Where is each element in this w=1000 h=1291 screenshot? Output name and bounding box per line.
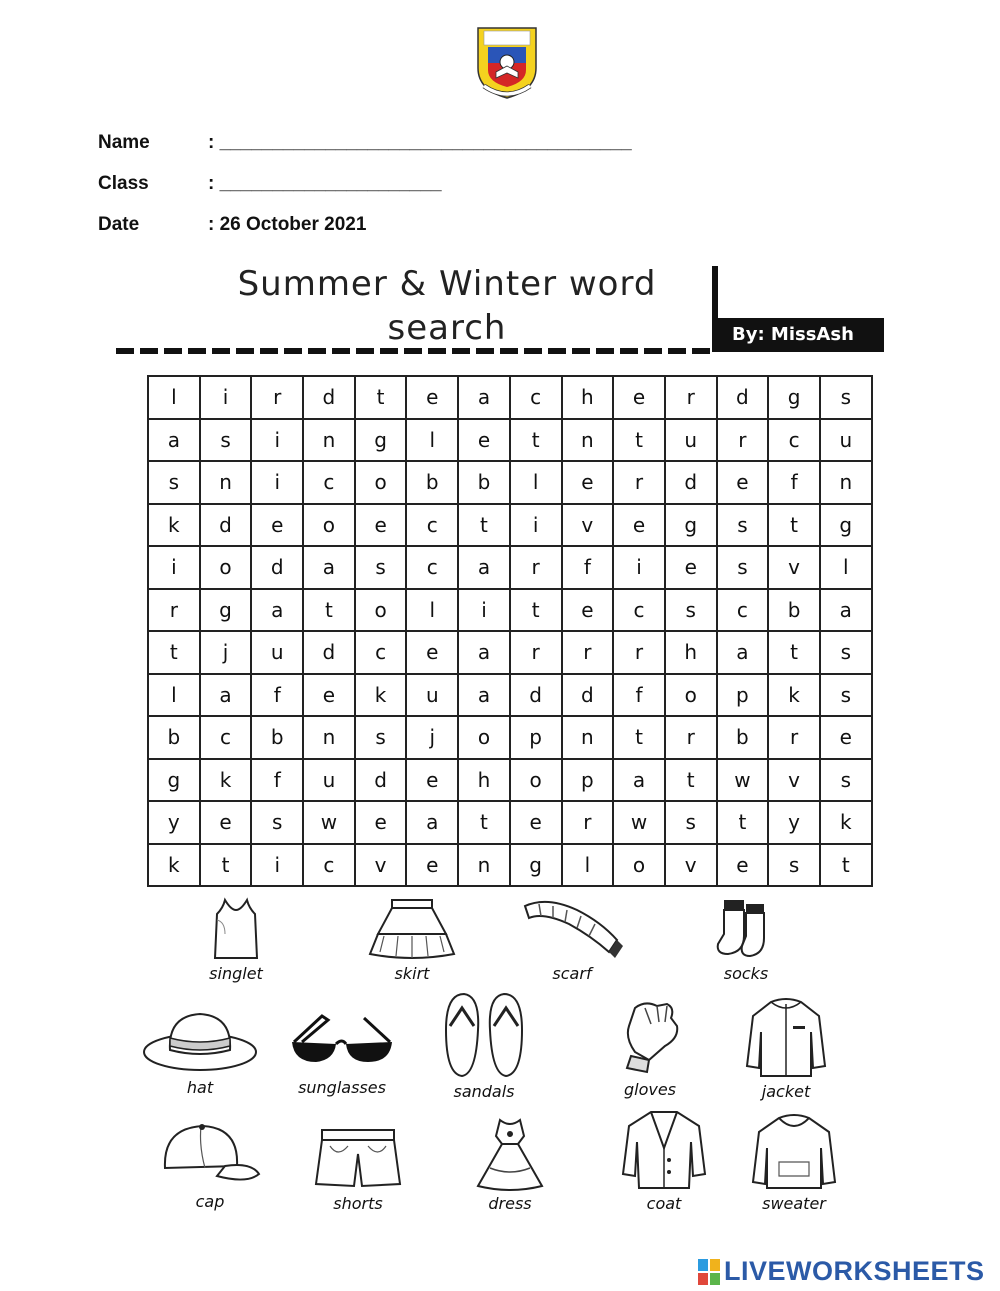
name-field-row — [98, 132, 632, 173]
grid-cell[interactable]: c — [717, 589, 769, 632]
grid-cell[interactable]: c — [303, 844, 355, 887]
grid-cell[interactable]: e — [355, 504, 407, 547]
grid-cell[interactable]: r — [510, 631, 562, 674]
grid-cell[interactable]: t — [768, 631, 820, 674]
grid-cell[interactable]: a — [458, 546, 510, 589]
grid-cell[interactable]: l — [820, 546, 872, 589]
grid-cell[interactable]: u — [251, 631, 303, 674]
grid-cell[interactable]: v — [562, 504, 614, 547]
grid-cell[interactable]: d — [303, 631, 355, 674]
grid-cell[interactable]: b — [768, 589, 820, 632]
item-label-socks: socks — [723, 964, 769, 983]
item-label-jacket: jacket — [761, 1082, 811, 1101]
item-label-skirt: skirt — [394, 964, 430, 983]
class-label: Class — [98, 173, 149, 194]
skirt-icon — [364, 896, 460, 962]
grid-cell[interactable]: c — [406, 546, 458, 589]
grid-row — [148, 461, 872, 504]
item-shorts — [298, 1124, 418, 1213]
grid-cell[interactable]: a — [200, 674, 252, 717]
grid-cell[interactable]: e — [303, 674, 355, 717]
grid-cell[interactable]: b — [458, 461, 510, 504]
item-jacket — [726, 996, 846, 1101]
grid-cell[interactable]: e — [510, 801, 562, 844]
worksheet-title — [152, 262, 742, 350]
grid-cell[interactable]: k — [820, 801, 872, 844]
grid-cell[interactable]: t — [613, 716, 665, 759]
title-line-2: search — [387, 308, 507, 348]
grid-cell[interactable]: s — [820, 759, 872, 802]
grid-cell[interactable]: a — [251, 589, 303, 632]
grid-cell[interactable]: p — [510, 716, 562, 759]
grid-cell[interactable]: b — [251, 716, 303, 759]
grid-cell[interactable]: i — [148, 546, 200, 589]
grid-cell[interactable]: e — [200, 801, 252, 844]
grid-cell[interactable]: s — [717, 504, 769, 547]
grid-cell[interactable]: c — [768, 419, 820, 462]
grid-cell[interactable]: f — [613, 674, 665, 717]
grid-cell[interactable]: g — [148, 759, 200, 802]
grid-row — [148, 844, 872, 887]
grid-cell[interactable]: t — [717, 801, 769, 844]
grid-cell[interactable]: s — [820, 631, 872, 674]
grid-cell[interactable]: i — [200, 376, 252, 419]
grid-cell[interactable]: o — [665, 674, 717, 717]
item-gloves — [590, 998, 710, 1099]
grid-cell[interactable]: t — [665, 759, 717, 802]
grid-cell[interactable]: o — [200, 546, 252, 589]
grid-cell[interactable]: e — [613, 376, 665, 419]
class-field-row — [98, 173, 632, 214]
grid-cell[interactable]: e — [820, 716, 872, 759]
grid-cell[interactable]: n — [303, 716, 355, 759]
grid-cell[interactable]: e — [251, 504, 303, 547]
grid-cell[interactable]: l — [148, 376, 200, 419]
grid-cell[interactable]: a — [820, 589, 872, 632]
grid-cell[interactable]: a — [717, 631, 769, 674]
grid-cell[interactable]: t — [458, 504, 510, 547]
grid-cell[interactable]: e — [355, 801, 407, 844]
scarf-icon — [517, 896, 627, 962]
grid-cell[interactable]: n — [562, 716, 614, 759]
grid-cell[interactable]: c — [406, 504, 458, 547]
title-line-1: Summer & Winter word — [237, 264, 657, 304]
grid-cell[interactable]: a — [458, 376, 510, 419]
grid-cell[interactable]: k — [148, 504, 200, 547]
grid-cell[interactable]: e — [458, 419, 510, 462]
grid-cell[interactable]: b — [717, 716, 769, 759]
socks-icon — [706, 896, 786, 962]
grid-cell[interactable]: i — [251, 461, 303, 504]
name-input-line[interactable]: : _______________________________________ — [208, 132, 632, 153]
grid-cell[interactable]: l — [148, 674, 200, 717]
hat-icon — [140, 1006, 260, 1076]
grid-cell[interactable]: o — [458, 716, 510, 759]
grid-cell[interactable]: t — [148, 631, 200, 674]
grid-cell[interactable]: e — [406, 631, 458, 674]
grid-cell[interactable]: g — [200, 589, 252, 632]
grid-cell[interactable]: s — [820, 376, 872, 419]
grid-cell[interactable]: c — [510, 376, 562, 419]
grid-cell[interactable]: a — [148, 419, 200, 462]
grid-cell[interactable]: v — [768, 546, 820, 589]
grid-cell[interactable]: s — [200, 419, 252, 462]
grid-cell[interactable]: t — [303, 589, 355, 632]
worksheet-title-block — [112, 262, 892, 362]
grid-cell[interactable]: n — [200, 461, 252, 504]
grid-cell[interactable]: h — [562, 376, 614, 419]
grid-cell[interactable]: y — [148, 801, 200, 844]
item-label-cap: cap — [195, 1192, 225, 1211]
grid-cell[interactable]: s — [148, 461, 200, 504]
grid-cell[interactable]: d — [665, 461, 717, 504]
grid-cell[interactable]: g — [355, 419, 407, 462]
grid-cell[interactable]: t — [820, 844, 872, 887]
grid-cell[interactable]: n — [820, 461, 872, 504]
grid-cell[interactable]: e — [717, 844, 769, 887]
grid-cell[interactable]: b — [148, 716, 200, 759]
grid-row — [148, 376, 872, 419]
item-label-gloves: gloves — [623, 1080, 677, 1099]
grid-cell[interactable]: s — [355, 546, 407, 589]
item-coat — [604, 1108, 724, 1213]
grid-cell[interactable]: c — [303, 461, 355, 504]
grid-cell[interactable]: o — [510, 759, 562, 802]
class-input-line[interactable]: : _____________________ — [208, 173, 442, 194]
grid-row — [148, 631, 872, 674]
grid-row — [148, 716, 872, 759]
grid-cell[interactable]: t — [613, 419, 665, 462]
item-singlet — [176, 896, 296, 983]
grid-cell[interactable]: r — [613, 461, 665, 504]
grid-cell[interactable]: l — [562, 844, 614, 887]
school-crest-icon — [474, 24, 540, 100]
student-info-fields — [98, 132, 632, 255]
grid-cell[interactable]: u — [665, 419, 717, 462]
item-label-singlet: singlet — [209, 964, 263, 983]
sunglasses-icon — [282, 1006, 402, 1076]
grid-cell[interactable]: o — [355, 461, 407, 504]
grid-cell[interactable]: s — [665, 801, 717, 844]
grid-cell[interactable]: a — [458, 674, 510, 717]
item-label-sandals: sandals — [453, 1082, 515, 1101]
grid-cell[interactable]: l — [510, 461, 562, 504]
grid-cell[interactable]: j — [406, 716, 458, 759]
grid-cell[interactable]: i — [458, 589, 510, 632]
grid-cell[interactable]: l — [406, 419, 458, 462]
grid-cell[interactable]: u — [820, 419, 872, 462]
sandals-icon — [424, 990, 544, 1080]
grid-cell[interactable]: s — [665, 589, 717, 632]
item-label-shorts: shorts — [333, 1194, 383, 1213]
grid-cell[interactable]: j — [200, 631, 252, 674]
grid-cell[interactable]: f — [768, 461, 820, 504]
grid-cell[interactable]: n — [562, 419, 614, 462]
grid-cell[interactable]: p — [562, 759, 614, 802]
grid-cell[interactable]: g — [820, 504, 872, 547]
grid-cell[interactable]: s — [251, 801, 303, 844]
grid-cell[interactable]: d — [355, 759, 407, 802]
grid-cell[interactable]: h — [665, 631, 717, 674]
dress-icon — [470, 1116, 550, 1192]
grid-cell[interactable]: p — [717, 674, 769, 717]
grid-cell[interactable]: t — [510, 589, 562, 632]
grid-cell[interactable]: n — [303, 419, 355, 462]
grid-cell[interactable]: u — [406, 674, 458, 717]
item-label-sweater: sweater — [762, 1194, 826, 1213]
grid-cell[interactable]: r — [768, 716, 820, 759]
grid-cell[interactable]: e — [562, 461, 614, 504]
grid-cell[interactable]: o — [613, 844, 665, 887]
grid-cell[interactable]: w — [717, 759, 769, 802]
grid-cell[interactable]: f — [251, 759, 303, 802]
grid-cell[interactable]: i — [510, 504, 562, 547]
coat-icon — [619, 1108, 709, 1192]
brand-text: LIVEWORKSHEETS — [724, 1256, 985, 1286]
grid-cell[interactable]: v — [355, 844, 407, 887]
grid-cell[interactable]: t — [510, 419, 562, 462]
grid-cell[interactable]: s — [768, 844, 820, 887]
grid-cell[interactable]: g — [665, 504, 717, 547]
grid-cell[interactable]: d — [562, 674, 614, 717]
grid-cell[interactable]: a — [613, 759, 665, 802]
grid-cell[interactable]: k — [200, 759, 252, 802]
grid-cell[interactable]: h — [458, 759, 510, 802]
grid-cell[interactable]: r — [251, 376, 303, 419]
name-label: Name — [98, 132, 150, 153]
grid-cell[interactable]: a — [406, 801, 458, 844]
grid-row — [148, 674, 872, 717]
grid-cell[interactable]: e — [613, 504, 665, 547]
date-value: : 26 October 2021 — [208, 214, 367, 235]
item-label-scarf: scarf — [552, 964, 592, 983]
grid-cell[interactable]: u — [303, 759, 355, 802]
singlet-icon — [201, 896, 271, 962]
grid-cell[interactable]: d — [717, 376, 769, 419]
grid-cell[interactable]: r — [148, 589, 200, 632]
grid-cell[interactable]: g — [768, 376, 820, 419]
item-skirt — [352, 896, 472, 983]
grid-cell[interactable]: c — [355, 631, 407, 674]
grid-cell[interactable]: r — [665, 376, 717, 419]
liveworksheets-logo-icon — [698, 1259, 720, 1285]
grid-cell[interactable]: i — [251, 844, 303, 887]
grid-cell[interactable]: t — [355, 376, 407, 419]
item-sandals — [424, 990, 544, 1101]
grid-cell[interactable]: e — [406, 759, 458, 802]
grid-cell[interactable]: s — [820, 674, 872, 717]
author-badge: By: MissAsh — [718, 318, 884, 352]
item-hat — [140, 1006, 260, 1097]
grid-cell[interactable]: e — [717, 461, 769, 504]
grid-cell[interactable]: v — [665, 844, 717, 887]
sweater-icon — [749, 1112, 839, 1192]
grid-cell[interactable]: c — [200, 716, 252, 759]
grid-cell[interactable]: d — [510, 674, 562, 717]
item-label-dress: dress — [488, 1194, 532, 1213]
grid-cell[interactable]: d — [251, 546, 303, 589]
grid-row — [148, 801, 872, 844]
item-label-sunglasses: sunglasses — [298, 1078, 386, 1097]
grid-cell[interactable]: o — [355, 589, 407, 632]
grid-cell[interactable]: d — [303, 376, 355, 419]
grid-cell[interactable]: o — [303, 504, 355, 547]
grid-cell[interactable]: d — [200, 504, 252, 547]
grid-cell[interactable]: n — [458, 844, 510, 887]
item-sweater — [734, 1112, 854, 1213]
grid-row — [148, 546, 872, 589]
grid-cell[interactable]: s — [355, 716, 407, 759]
grid-cell[interactable]: w — [613, 801, 665, 844]
grid-cell[interactable]: e — [406, 376, 458, 419]
grid-cell[interactable]: f — [562, 546, 614, 589]
grid-cell[interactable]: s — [717, 546, 769, 589]
shorts-icon — [308, 1124, 408, 1192]
grid-cell[interactable]: r — [665, 716, 717, 759]
word-search-grid[interactable] — [147, 375, 873, 887]
grid-cell[interactable]: t — [458, 801, 510, 844]
grid-cell[interactable]: e — [665, 546, 717, 589]
grid-cell[interactable]: r — [562, 801, 614, 844]
grid-cell[interactable]: i — [613, 546, 665, 589]
grid-cell[interactable]: a — [458, 631, 510, 674]
grid-row — [148, 589, 872, 632]
item-scarf — [512, 896, 632, 983]
grid-cell[interactable]: t — [200, 844, 252, 887]
grid-cell[interactable]: r — [562, 631, 614, 674]
grid-cell[interactable]: v — [768, 759, 820, 802]
title-dashed-underline — [116, 348, 712, 354]
grid-cell[interactable]: w — [303, 801, 355, 844]
grid-row — [148, 759, 872, 802]
grid-cell[interactable]: r — [717, 419, 769, 462]
grid-cell[interactable]: b — [406, 461, 458, 504]
grid-cell[interactable]: r — [510, 546, 562, 589]
gloves-icon — [605, 998, 695, 1078]
grid-cell[interactable]: e — [562, 589, 614, 632]
item-sunglasses — [282, 1006, 402, 1097]
item-cap — [150, 1118, 270, 1211]
grid-cell[interactable]: k — [355, 674, 407, 717]
date-field-row — [98, 214, 632, 255]
date-label: Date — [98, 214, 140, 235]
grid-row — [148, 504, 872, 547]
grid-cell[interactable]: g — [510, 844, 562, 887]
liveworksheets-brand[interactable] — [698, 1256, 985, 1287]
item-socks — [686, 896, 806, 983]
grid-cell[interactable]: r — [613, 631, 665, 674]
grid-cell[interactable]: a — [303, 546, 355, 589]
jacket-icon — [741, 996, 831, 1080]
item-dress — [450, 1116, 570, 1213]
grid-cell[interactable]: e — [406, 844, 458, 887]
item-label-hat: hat — [186, 1078, 214, 1097]
grid-cell[interactable]: k — [148, 844, 200, 887]
item-label-coat: coat — [646, 1194, 682, 1213]
grid-cell[interactable]: y — [768, 801, 820, 844]
grid-cell[interactable]: t — [768, 504, 820, 547]
grid-cell[interactable]: l — [406, 589, 458, 632]
grid-cell[interactable]: i — [251, 419, 303, 462]
grid-cell[interactable]: f — [251, 674, 303, 717]
cap-icon — [155, 1118, 265, 1190]
grid-cell[interactable]: k — [768, 674, 820, 717]
grid-cell[interactable]: c — [613, 589, 665, 632]
grid-row — [148, 419, 872, 462]
